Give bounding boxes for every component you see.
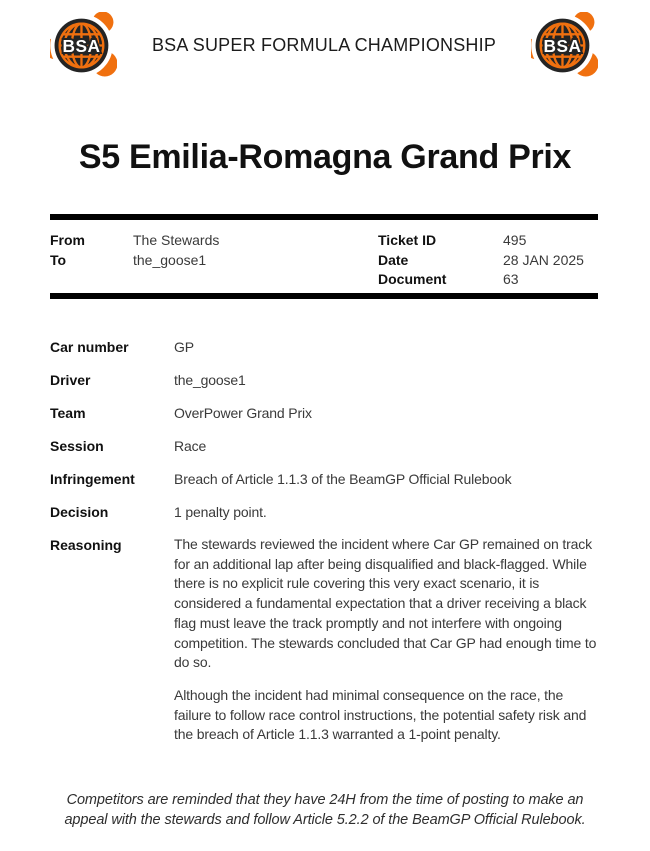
meta-row-to <box>50 251 378 271</box>
meta-table <box>50 231 598 290</box>
detail-row-decision <box>50 502 598 522</box>
meta-row-date <box>378 251 598 271</box>
meta-value-date: 28 JAN 2025 <box>503 251 584 268</box>
detail-row-car-number <box>50 337 598 357</box>
meta-value-ticket-id: 495 <box>503 232 527 248</box>
detail-label-car-number: Car number <box>50 339 129 355</box>
detail-label-reasoning: Reasoning <box>50 537 122 553</box>
detail-label-driver: Driver <box>50 372 91 388</box>
meta-value-to: the_goose1 <box>133 251 207 268</box>
detail-value-infringement: Breach of Article 1.1.3 of the BeamGP Official Rulebook <box>174 471 512 487</box>
meta-label-ticket-id: Ticket ID <box>378 232 437 248</box>
meta-row-ticket-id <box>378 231 598 251</box>
reasoning-paragraph-2: Although the incident had minimal consequence on the race, the failure to follow race control instructions, the potential safety risk and the breach of Article 1.1.3 warranted a 1-point penalty. <box>174 686 587 743</box>
meta-label-to: To <box>50 251 67 268</box>
divider-bottom <box>50 293 598 299</box>
reasoning-paragraph-1: The stewards reviewed the incident where Car GP remained on track for an additional lap after being disqualified and black-flagged. While there is no explicit rule covering this very exact scenario, it is considered a fundamental expectation that a driver receiving a black flag must leave the track promptly and not interfere with ongoing competition. The stewards concluded that Car GP had enough time to do so. <box>174 536 597 671</box>
meta-label-date: Date <box>378 251 409 268</box>
meta-value-from: The Stewards <box>133 232 220 248</box>
detail-value-session: Race <box>174 438 207 454</box>
logo-text: BSA <box>543 36 582 57</box>
details-section <box>50 337 598 758</box>
detail-row-infringement <box>50 469 598 489</box>
appeal-note: Competitors are reminded that they have 24H from the time of posting to make an appeal with the stewards and follow Article 5.2.2 of the BeamGP Official Rulebook. <box>64 792 586 828</box>
meta-label-document: Document <box>378 271 447 288</box>
logo-text: BSA <box>62 36 101 57</box>
detail-value-team: OverPower Grand Prix <box>174 405 312 421</box>
detail-value-car-number: GP <box>174 339 194 355</box>
detail-label-team: Team <box>50 405 86 421</box>
meta-left-column <box>50 231 378 290</box>
divider-top <box>50 214 598 220</box>
bsa-logo-left <box>50 12 117 79</box>
detail-value-driver: the_goose1 <box>174 372 246 388</box>
meta-label-from: From <box>50 232 85 248</box>
detail-value-decision: 1 penalty point. <box>174 504 267 520</box>
masthead <box>50 12 598 79</box>
detail-label-decision: Decision <box>50 504 109 520</box>
meta-row-document <box>378 270 598 290</box>
championship-title: BSA SUPER FORMULA CHAMPIONSHIP <box>151 35 497 55</box>
detail-row-session <box>50 436 598 456</box>
detail-value-reasoning <box>174 535 598 745</box>
detail-label-infringement: Infringement <box>50 471 135 487</box>
detail-row-team <box>50 403 598 423</box>
document-title: S5 Emilia-Romagna Grand Prix <box>78 138 572 176</box>
meta-row-from <box>50 231 378 251</box>
meta-value-document: 63 <box>503 271 519 288</box>
meta-right-column <box>378 231 598 290</box>
detail-label-session: Session <box>50 438 104 454</box>
detail-row-driver <box>50 370 598 390</box>
detail-row-reasoning <box>50 535 598 745</box>
bsa-logo-right <box>531 12 598 79</box>
